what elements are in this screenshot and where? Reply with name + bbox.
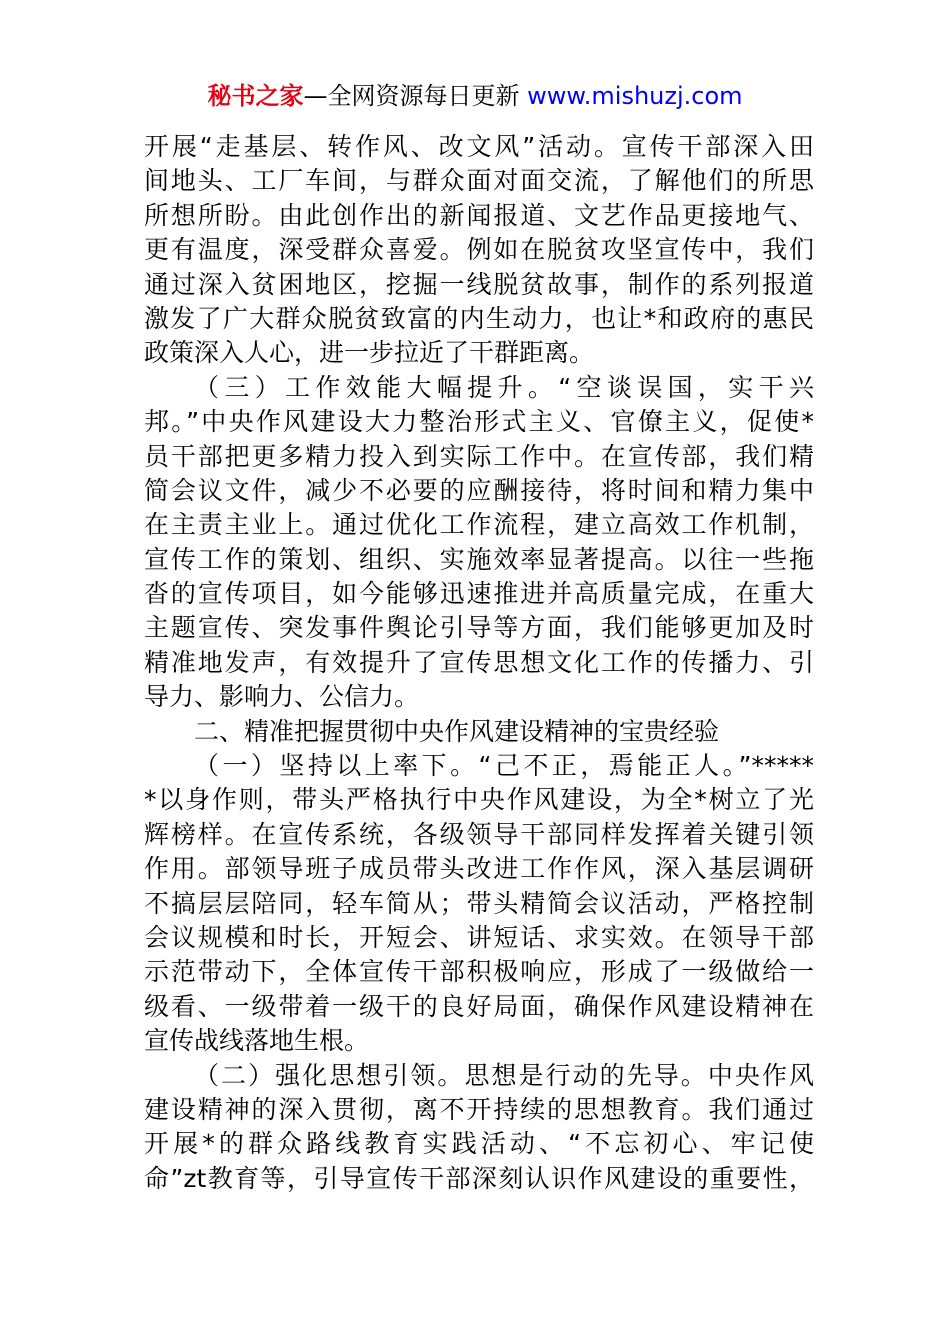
section-heading: （一）坚持以上率下。“己不正，焉能正人。”***** — [194, 751, 814, 781]
text-line: 级看、一级带着一级干的良好局面，确保作风建设精神在 — [144, 991, 814, 1021]
text-line: 通过深入贫困地区，挖掘一线脱贫故事，制作的系列报道 — [144, 269, 814, 299]
text-line: 主题宣传、突发事件舆论引导等方面，我们能够更加及时 — [144, 613, 814, 643]
text-line: 会议规模和时长，开短会、讲短话、求实效。在领导干部 — [144, 922, 814, 952]
text-line: 所想所盼。由此创作出的新闻报道、文艺作品更接地气、 — [144, 200, 814, 230]
section-heading: （三）工作效能大幅提升。“空谈误国，实干兴 — [194, 372, 814, 402]
text-line: 政策深入人心，进一步拉近了干群距离。 — [144, 338, 595, 368]
text-line: 员干部把更多精力投入到实际工作中。在宣传部，我们精 — [144, 441, 814, 471]
text-line: 宣传战线落地生根。 — [144, 1026, 370, 1056]
text-line: 精准地发声，有效提升了宣传思想文化工作的传播力、引 — [144, 647, 814, 677]
text-line: 在主责主业上。通过优化工作流程，建立高效工作机制， — [144, 510, 814, 540]
text-line: 开展*的群众路线教育实践活动、“不忘初心、牢记使 — [144, 1129, 814, 1159]
text-line: 作用。部领导班子成员带头改进工作作风，深入基层调研 — [144, 854, 814, 884]
text-line: 辉榜样。在宣传系统，各级领导干部同样发挥着关键引领 — [144, 819, 814, 849]
text-line: 导力、影响力、公信力。 — [144, 682, 420, 712]
brand-name: 秘书之家 — [207, 82, 304, 110]
page-header — [0, 80, 950, 112]
text-line: 开展“走基层、转作风、改文风”活动。宣传干部深入田 — [144, 132, 814, 161]
chapter-heading: 二、精准把握贯彻中央作风建设精神的宝贵经验 — [194, 716, 720, 746]
site-url[interactable]: www.mishuzj.com — [527, 82, 743, 110]
text-line: 示范带动下，全体宣传干部积极响应，形成了一级做给一 — [144, 957, 814, 987]
text-line: 简会议文件，减少不必要的应酬接待，将时间和精力集中 — [144, 475, 814, 505]
text-line: 建设精神的深入贯彻，离不开持续的思想教育。我们通过 — [144, 1094, 814, 1124]
text-line: 沓的宣传项目，如今能够迅速推进并高质量完成，在重大 — [144, 579, 814, 609]
text-line: 不搞层层陪同，轻车简从；带头精简会议活动，严格控制 — [144, 888, 814, 918]
section-heading: （二）强化思想引领。思想是行动的先导。中央作风 — [194, 1060, 814, 1090]
text-line: 间地头、工厂车间，与群众面对面交流，了解他们的所思 — [144, 166, 814, 196]
text-line: 更有温度，深受群众喜爱。例如在脱贫攻坚宣传中，我们 — [144, 235, 814, 265]
document-body — [144, 130, 814, 1196]
text-line: 宣传工作的策划、组织、实施效率显著提高。以往一些拖 — [144, 544, 814, 574]
text-line: 邦。”中央作风建设大力整治形式主义、官僚主义，促使* — [144, 407, 814, 437]
text-line: 命”zt教育等，引导宣传干部深刻认识作风建设的重要性， — [144, 1163, 814, 1193]
text-line: *以身作则，带头严格执行中央作风建设，为全*树立了光 — [144, 785, 814, 815]
text-line: 激发了广大群众脱贫致富的内生动力，也让*和政府的惠民 — [144, 303, 814, 333]
header-tagline: —全网资源每日更新 — [303, 82, 528, 110]
